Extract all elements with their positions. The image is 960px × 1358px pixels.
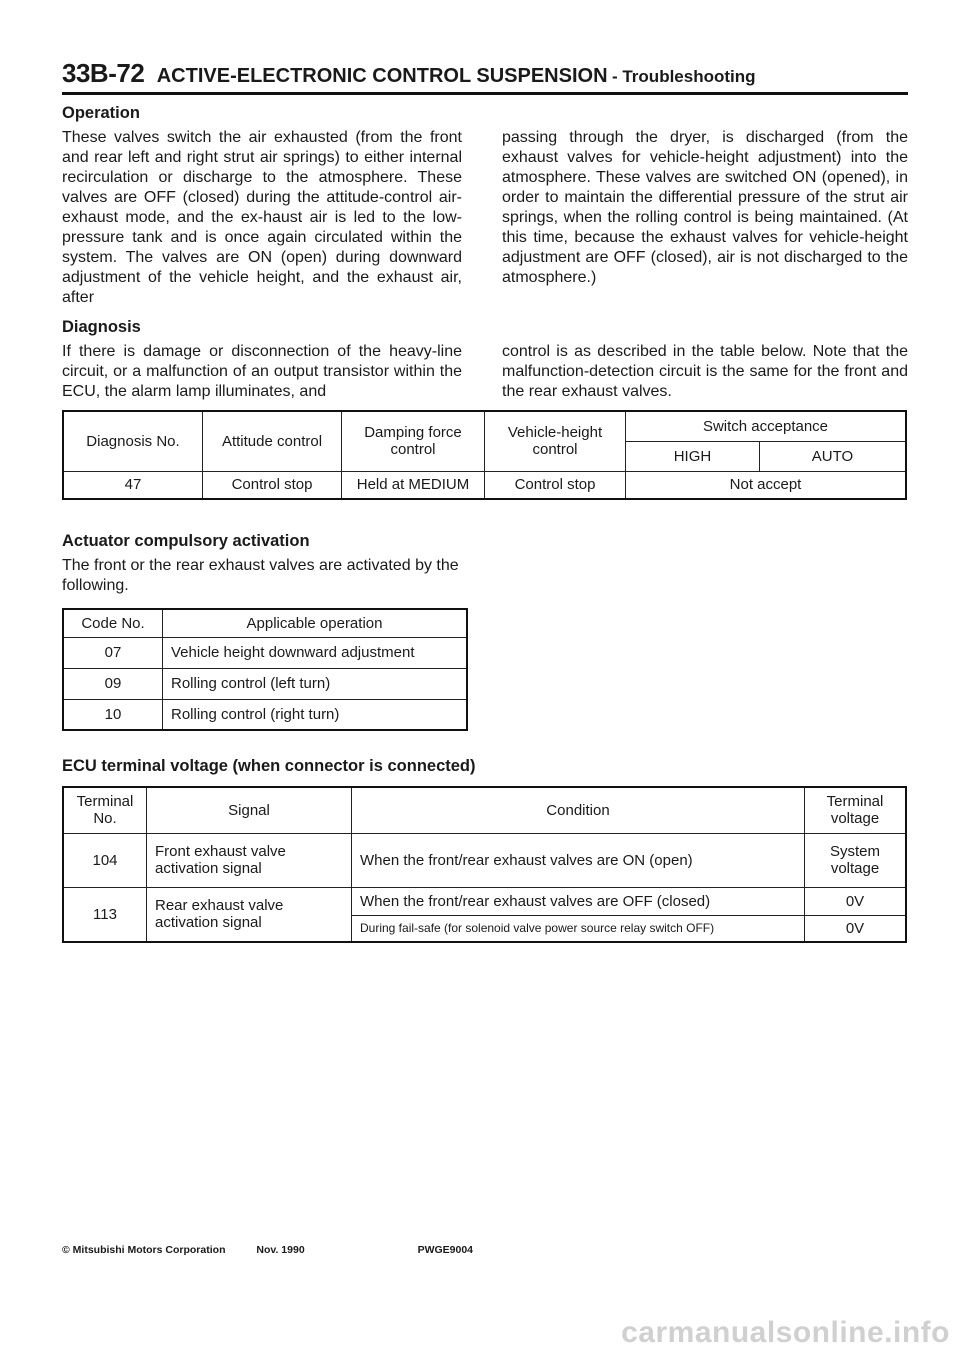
table-row <box>63 699 467 730</box>
ecu-header-signal: Signal <box>147 787 352 833</box>
diag-header-damping: Damping force control <box>342 411 485 471</box>
ecu-cell-signal: Front exhaust valve activation signal <box>147 833 352 887</box>
diag-cell-switch: Not accept <box>626 471 907 499</box>
act-cell-operation: Vehicle height downward adjustment <box>163 637 468 668</box>
diag-header-vehicle-height: Vehicle-height control <box>485 411 626 471</box>
ecu-table <box>62 786 907 943</box>
diagnosis-heading: Diagnosis <box>62 318 141 336</box>
act-cell-operation: Rolling control (left turn) <box>163 668 468 699</box>
ecu-cell-terminal: 104 <box>63 833 147 887</box>
actuator-heading: Actuator compulsory activation <box>62 532 310 550</box>
operation-text-left: These valves switch the air exhausted (from the front and rear left and right strut air springs) to either internal recirculation or discharge to the atmosphere. These valves are OFF (closed) during the attitude-control air-exhaust mode, and the ex-haust air is led to the low-pressure tank and is once again circulated within the system. The valves are ON (open) during downward adjustment of the vehicle height, and the exhaust air, after <box>62 129 462 306</box>
act-cell-code: 07 <box>63 637 163 668</box>
diagnosis-text-left: If there is damage or disconnection of the heavy-line circuit, or a malfunction of an output transistor within the ECU, the alarm lamp illuminates, and <box>62 343 462 400</box>
ecu-heading: ECU terminal voltage (when connector is connected) <box>62 757 476 775</box>
ecu-cell-voltage: 0V <box>805 887 907 915</box>
page-header <box>62 58 908 95</box>
page-footer <box>62 1244 908 1256</box>
footer-copyright: © Mitsubishi Motors Corporation <box>62 1244 226 1256</box>
ecu-cell-terminal: 113 <box>63 887 147 942</box>
diag-cell-damping: Held at MEDIUM <box>342 471 485 499</box>
diagnosis-text-right: control is as described in the table below. Note that the malfunction-detection circuit is the same for the front and the rear exhaust valves. <box>502 343 908 400</box>
diag-header-switch: Switch acceptance <box>626 411 907 441</box>
footer-date: Nov. 1990 <box>256 1244 305 1256</box>
header-dash: - <box>611 67 623 86</box>
operation-heading: Operation <box>62 104 140 122</box>
actuator-table <box>62 608 468 731</box>
diag-header-attitude: Attitude control <box>203 411 342 471</box>
actuator-text: The front or the rear exhaust valves are activated by the following. <box>62 557 459 594</box>
act-header-code: Code No. <box>63 609 163 637</box>
act-cell-code: 09 <box>63 668 163 699</box>
ecu-header-condition: Condition <box>352 787 805 833</box>
ecu-cell-condition: During fail-safe (for solenoid valve power source relay switch OFF) <box>352 915 805 942</box>
ecu-cell-condition: When the front/rear exhaust valves are ON (open) <box>352 833 805 887</box>
footer-code: PWGE9004 <box>417 1244 474 1256</box>
table-row <box>63 887 906 915</box>
diagnosis-table <box>62 410 907 500</box>
act-cell-code: 10 <box>63 699 163 730</box>
diag-header-high: HIGH <box>626 441 760 471</box>
table-row <box>63 637 467 668</box>
ecu-cell-signal: Rear exhaust valve activation signal <box>147 887 352 942</box>
act-cell-operation: Rolling control (right turn) <box>163 699 468 730</box>
ecu-cell-voltage: System voltage <box>805 833 907 887</box>
diag-header-no: Diagnosis No. <box>63 411 203 471</box>
ecu-cell-voltage: 0V <box>805 915 907 942</box>
operation-text-right: passing through the dryer, is discharged (from the exhaust valves for vehicle-height adjustment) into the atmosphere. These valves are switched ON (opened), in order to maintain the differential pressure of the strut air springs, when the rolling control is being maintained. (At this time, because the exhaust valves for vehicle-height adjustment are OFF (closed), air is not discharged to the atmosphere.) <box>502 129 908 286</box>
section-subtitle: Troubleshooting <box>622 67 756 86</box>
diag-header-auto: AUTO <box>759 441 906 471</box>
ecu-header-voltage: Terminal voltage <box>805 787 907 833</box>
ecu-cell-condition: When the front/rear exhaust valves are OFF (closed) <box>352 887 805 915</box>
table-row <box>63 471 906 499</box>
table-row <box>63 833 906 887</box>
diag-cell-no: 47 <box>63 471 203 499</box>
diag-cell-attitude: Control stop <box>203 471 342 499</box>
diag-cell-vehicle-height: Control stop <box>485 471 626 499</box>
section-title: ACTIVE-ELECTRONIC CONTROL SUSPENSION <box>156 65 608 87</box>
page-code: 33B-72 <box>62 58 145 88</box>
ecu-header-terminal: Terminal No. <box>63 787 147 833</box>
watermark: carmanualsonline.info <box>621 1316 950 1349</box>
table-row <box>63 668 467 699</box>
act-header-operation: Applicable operation <box>163 609 468 637</box>
